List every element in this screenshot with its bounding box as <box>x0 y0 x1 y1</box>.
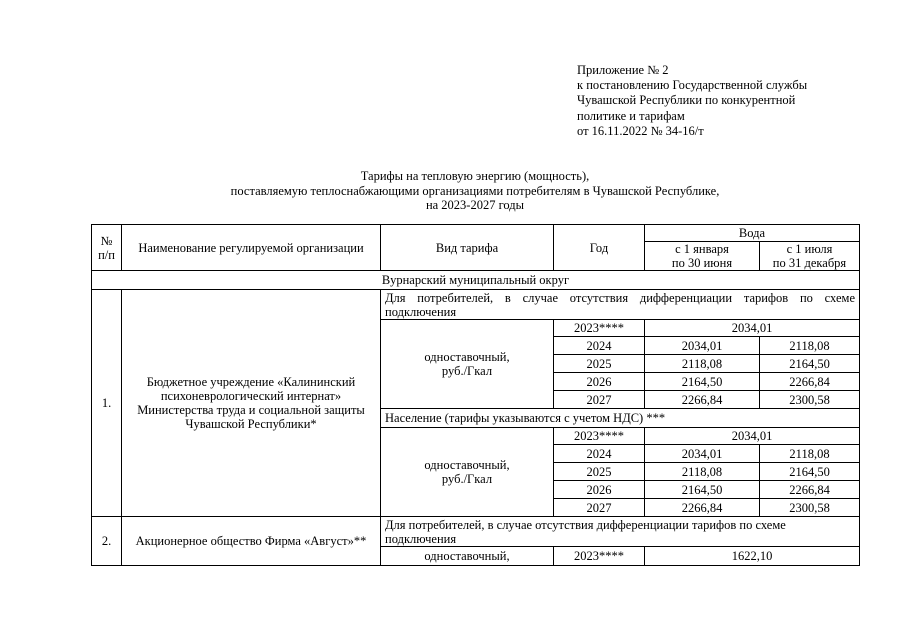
year-cell: 2027 <box>554 499 645 517</box>
value-cell: 2034,01 <box>645 428 860 445</box>
district-row <box>92 271 860 290</box>
value-cell: 2164,50 <box>760 355 860 373</box>
year-cell: 2025 <box>554 355 645 373</box>
year-cell: 2026 <box>554 373 645 391</box>
org1-tariff-type: одноставочный, руб./Гкал <box>381 320 554 409</box>
tariff-table <box>91 224 860 566</box>
org2-tariff-type: одноставочный, <box>381 547 554 566</box>
header-half2: с 1 июля по 31 декабря <box>760 242 860 271</box>
annex-line: политике и тарифам <box>577 108 685 123</box>
title-line: на 2023-2027 годы <box>425 198 525 212</box>
year-cell: 2024 <box>554 445 645 463</box>
table-row <box>92 290 860 320</box>
header-tariff-type: Вид тарифа <box>381 225 554 271</box>
org1-section-consumers: Для потребителей, в случае отсутствия дифференциации тарифов по схеме подключения <box>381 290 860 320</box>
annex-line: к постановлению Государственной службы <box>577 78 808 93</box>
value-cell: 2266,84 <box>645 499 760 517</box>
value-cell: 2266,84 <box>760 481 860 499</box>
org2-num: 2. <box>92 517 122 566</box>
value-cell: 2164,50 <box>645 481 760 499</box>
header-row <box>92 225 860 242</box>
value-cell: 2118,08 <box>760 337 860 355</box>
title-line: Тарифы на тепловую энергию (мощность), <box>360 169 590 183</box>
value-cell: 2164,50 <box>760 463 860 481</box>
year-cell: 2023**** <box>554 547 645 566</box>
org1-tariff-type: одноставочный, руб./Гкал <box>381 428 554 517</box>
year-cell: 2027 <box>554 391 645 409</box>
header-half1: с 1 января по 30 июня <box>645 242 760 271</box>
org2-section-consumers: Для потребителей, в случае отсутствия дифференциации тарифов по схеме подключения <box>381 517 860 547</box>
header-num: № п/п <box>92 225 122 271</box>
title-line: поставляемую теплоснабжающими организациями потребителям в Чувашской Республике, <box>230 183 720 198</box>
value-cell: 2034,01 <box>645 445 760 463</box>
header-water: Вода <box>645 225 860 242</box>
org1-num: 1. <box>92 290 122 517</box>
org2-name: Акционерное общество Фирма «Август»** <box>122 517 381 566</box>
value-cell: 1622,10 <box>645 547 860 566</box>
value-cell: 2034,01 <box>645 337 760 355</box>
header-year: Год <box>554 225 645 271</box>
year-cell: 2023**** <box>554 428 645 445</box>
value-cell: 2300,58 <box>760 391 860 409</box>
annex-block <box>577 63 877 139</box>
value-cell: 2118,08 <box>645 355 760 373</box>
value-cell: 2034,01 <box>645 320 860 337</box>
district-name: Вурнарский муниципальный округ <box>92 271 860 290</box>
table-row <box>92 517 860 547</box>
org1-section-population: Население (тарифы указываются с учетом НДС) *** <box>381 409 860 428</box>
value-cell: 2266,84 <box>760 373 860 391</box>
year-cell: 2026 <box>554 481 645 499</box>
annex-line: Чувашской Республики по конкурентной <box>577 93 796 108</box>
value-cell: 2118,08 <box>645 463 760 481</box>
org1-name: Бюджетное учреждение «Калининский психоневрологический интернат» Министерства труда и социальной защиты Чувашской Республики* <box>122 290 381 517</box>
annex-line: от 16.11.2022 № 34-16/т <box>577 123 704 138</box>
value-cell: 2118,08 <box>760 445 860 463</box>
year-cell: 2024 <box>554 337 645 355</box>
value-cell: 2266,84 <box>645 391 760 409</box>
year-cell: 2023**** <box>554 320 645 337</box>
value-cell: 2164,50 <box>645 373 760 391</box>
annex-line: Приложение № 2 <box>577 63 669 77</box>
header-org: Наименование регулируемой организации <box>122 225 381 271</box>
value-cell: 2300,58 <box>760 499 860 517</box>
document-title <box>90 169 860 213</box>
year-cell: 2025 <box>554 463 645 481</box>
